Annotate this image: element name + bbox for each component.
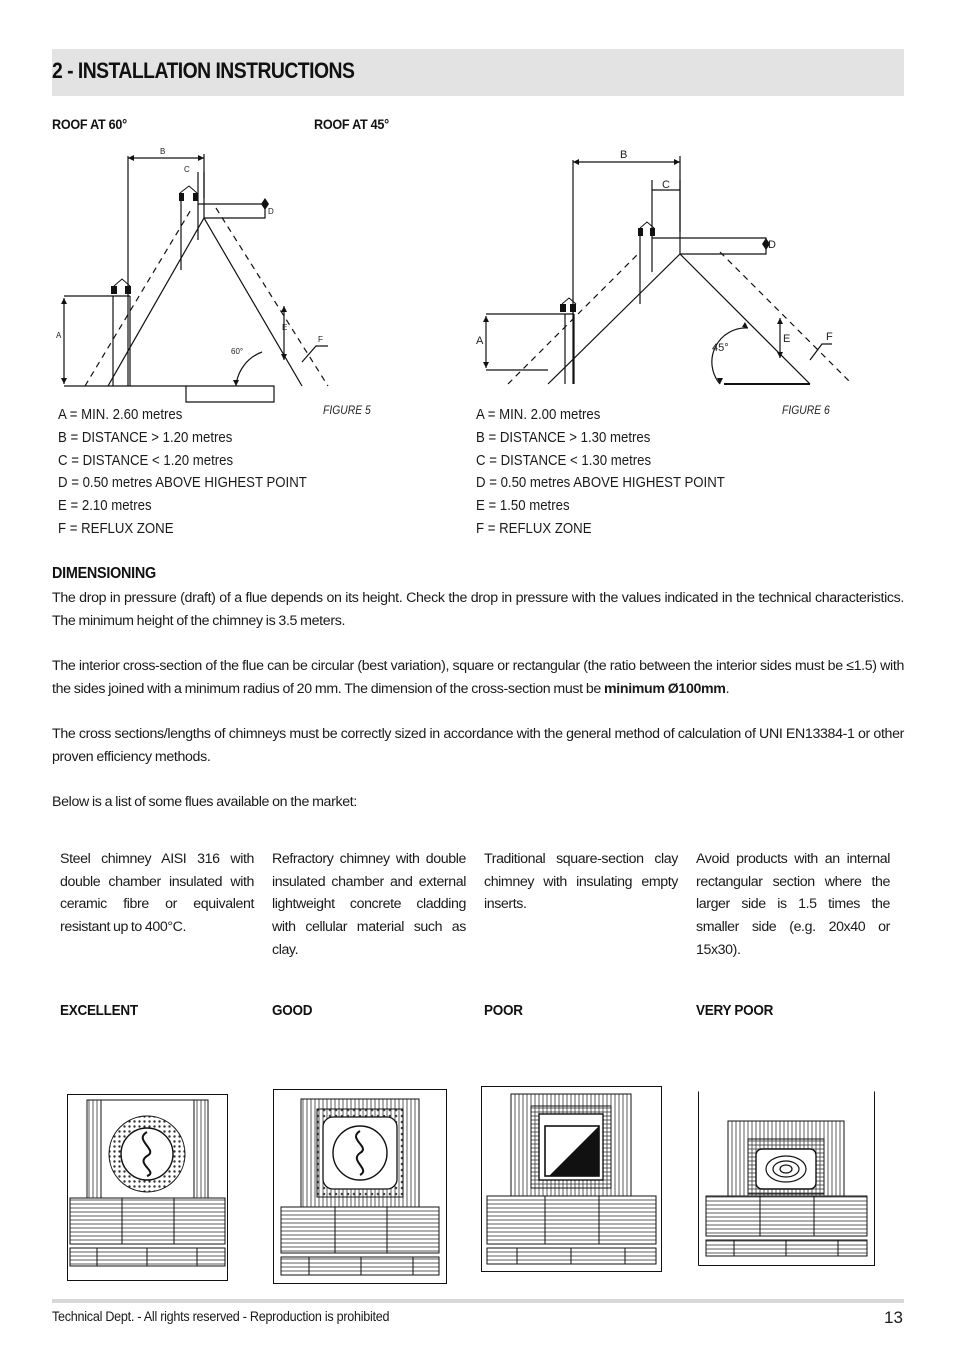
page-number: 13: [884, 1308, 903, 1327]
figure-5-caption: FIGURE 5: [323, 405, 371, 417]
fig6-label-a: A: [476, 335, 484, 347]
fig6-label-d: D: [768, 239, 776, 251]
flue-2-description: Refractory chimney with double insulated chamber and external lightweight concrete cladding with cellular material such as clay.: [272, 851, 466, 958]
roof-45-diagram: [468, 140, 868, 400]
section-header-bar: [52, 49, 904, 96]
footer-copyright: Technical Dept. - All rights reserved - Reproduction is prohibited: [52, 1308, 390, 1324]
fig5-angle-label: 60°: [231, 347, 244, 356]
legend-f: F = REFLUX ZONE: [476, 519, 592, 537]
flue-2-rating: GOOD: [272, 1002, 313, 1019]
paragraph-2-end: .: [725, 680, 730, 697]
fig6-angle-label: 45°: [712, 342, 729, 354]
legend-d: D = 0.50 metres ABOVE HIGHEST POINT: [58, 474, 307, 492]
fig5-label-c: C: [184, 165, 190, 174]
roof-60-diagram: [40, 140, 390, 410]
dimensioning-paragraph-2: [52, 655, 904, 700]
figure-5-legend: [58, 404, 341, 541]
fig6-label-c: C: [662, 179, 670, 191]
refractory-chimney-illustration: [273, 1089, 447, 1284]
legend-d: D = 0.50 metres ABOVE HIGHEST POINT: [476, 474, 725, 492]
flue-3-description: Traditional square-section clay chimney with insulating empty inserts.: [484, 851, 678, 913]
steel-chimney-illustration: [67, 1094, 228, 1281]
fig6-label-b: B: [620, 149, 628, 161]
flue-3-rating: POOR: [484, 1002, 523, 1019]
flue-1-rating: EXCELLENT: [60, 1002, 138, 1019]
rectangular-chimney-illustration: [698, 1091, 875, 1266]
roof-45-outline: [548, 254, 810, 384]
legend-a: A = MIN. 2.60 metres: [58, 406, 183, 423]
fig5-label-a: A: [56, 331, 62, 340]
figure-6-legend: [476, 404, 759, 541]
dimensioning-heading: DIMENSIONING: [52, 565, 156, 582]
flue-1-description: Steel chimney AISI 316 with double chamber insulated with ceramic fibre or equivalent resistant up to 400°C.: [60, 851, 254, 936]
fig6-label-e: E: [783, 333, 791, 345]
fig5-label-f: F: [318, 335, 323, 344]
dimensioning-paragraph-3: The cross sections/lengths of chimneys must be correctly sized in accordance with the general method of calculation of UNI EN13384-1 or other proven efficiency methods.: [52, 726, 904, 765]
fig6-label-f: F: [826, 331, 833, 343]
footer-divider: [52, 1299, 904, 1303]
fig5-label-d: D: [268, 207, 274, 216]
fig5-label-b: B: [160, 147, 166, 156]
flue-4-rating: VERY POOR: [696, 1002, 774, 1019]
dimensioning-paragraph-4: Below is a list of some flues available on the market:: [52, 794, 357, 810]
legend-f: F = REFLUX ZONE: [58, 519, 174, 537]
legend-c: C = DISTANCE < 1.20 metres: [58, 451, 234, 469]
legend-c: C = DISTANCE < 1.30 metres: [476, 451, 652, 469]
roof-60-title: ROOF AT 60°: [52, 116, 127, 132]
legend-e: E = 1.50 metres: [476, 497, 570, 515]
clay-chimney-illustration: [481, 1086, 662, 1272]
roof-45-title: ROOF AT 45°: [314, 116, 389, 132]
roof-60-outline: [108, 218, 302, 386]
dimensioning-paragraph-1: The drop in pressure (draft) of a flue depends on its height. Check the drop in pressure with the values indicated in the technical characteristics. The minimum height of the chimney is 3.5 meters.: [52, 590, 904, 629]
paragraph-2-text: The interior cross-section of the flue can be circular (best variation), square or rectangular (the ratio between the interior sides must be ≤1.5) with the sides joined with a minimum radius of 20 mm. The dimension of the cross-section must be: [52, 658, 904, 697]
figure-6-caption: FIGURE 6: [782, 405, 830, 417]
page-title: 2 - INSTALLATION INSTRUCTIONS: [52, 58, 355, 83]
legend-a: A = MIN. 2.00 metres: [476, 406, 601, 423]
legend-b: B = DISTANCE > 1.20 metres: [58, 428, 233, 446]
paragraph-2-bold: minimum Ø100mm: [604, 680, 726, 697]
legend-b: B = DISTANCE > 1.30 metres: [476, 428, 651, 446]
flue-4-description: Avoid products with an internal rectangular section where the larger side is 1.5 times the smaller side (e.g. 20x40 or 15x30).: [696, 851, 890, 958]
fig5-label-e: E: [282, 323, 288, 332]
legend-e: E = 2.10 metres: [58, 497, 152, 515]
